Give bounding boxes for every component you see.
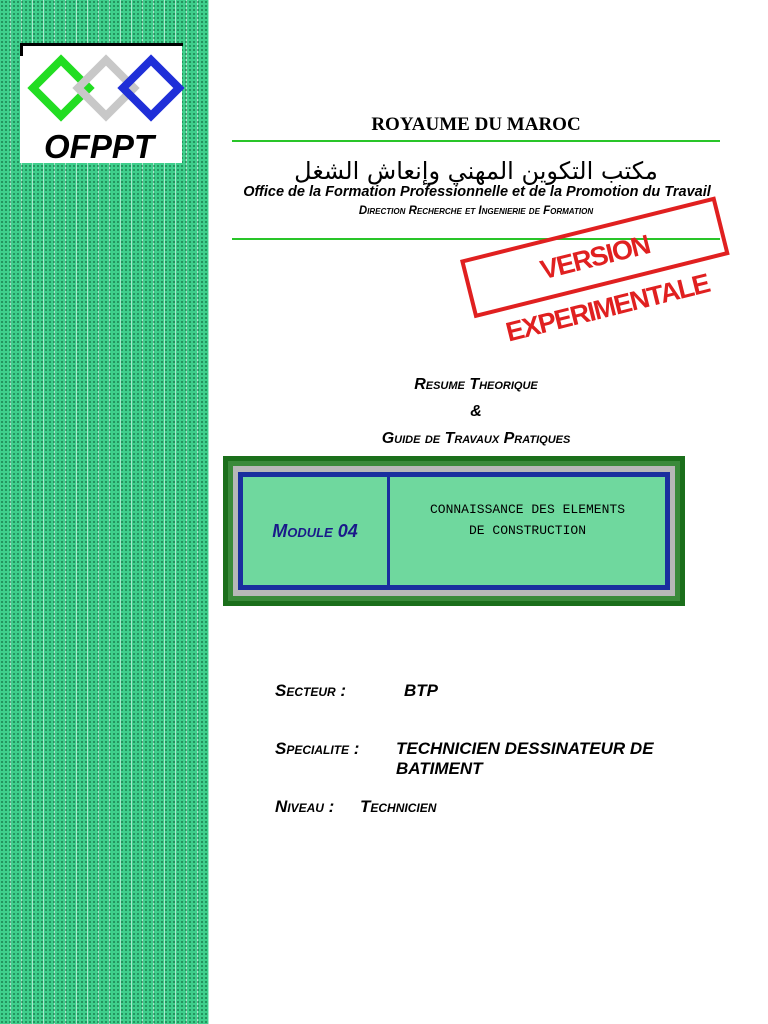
- specialite-value-line1: TECHNICIEN DESSINATEUR DE: [396, 739, 654, 758]
- module-box: [223, 456, 685, 606]
- subtitle-resume: Resume Theorique: [414, 376, 538, 393]
- module-title-line2: DE CONSTRUCTION: [468, 523, 587, 538]
- top-divider: [232, 140, 720, 142]
- module-title-cell: [390, 477, 665, 585]
- secteur-value: BTP: [404, 681, 438, 700]
- experimental-stamp: VERSION EXPERIMENTALE: [460, 196, 730, 318]
- module-label: Module 04: [272, 520, 358, 541]
- subtitle-ampersand: &: [470, 403, 482, 420]
- module-number-cell: [243, 477, 387, 585]
- subtitle-guide: Guide de Travaux Pratiques: [381, 430, 571, 447]
- niveau-label: Niveau :: [275, 797, 335, 816]
- specialite-value-line2: BATIMENT: [396, 759, 483, 778]
- country-title: ROYAUME DU MAROC: [371, 114, 581, 135]
- direction-name: Direction Recherche et Ingenierie de Formation: [358, 205, 594, 217]
- office-name: Office de la Formation Professionnelle et de la Promotion du Travail: [243, 184, 711, 200]
- specialite-label: Specialite :: [275, 739, 360, 758]
- ofppt-logo-icon: [26, 52, 186, 128]
- niveau-value: Technicien: [360, 797, 437, 816]
- module-title-line1: CONNAISSANCE DES ELEMENTS: [429, 502, 626, 517]
- secteur-label: Secteur :: [275, 681, 347, 700]
- arabic-office-name: مكتب التكوين المهني وإنعاش الشغل: [294, 157, 658, 185]
- logo-wordmark: OFPPT: [44, 128, 155, 165]
